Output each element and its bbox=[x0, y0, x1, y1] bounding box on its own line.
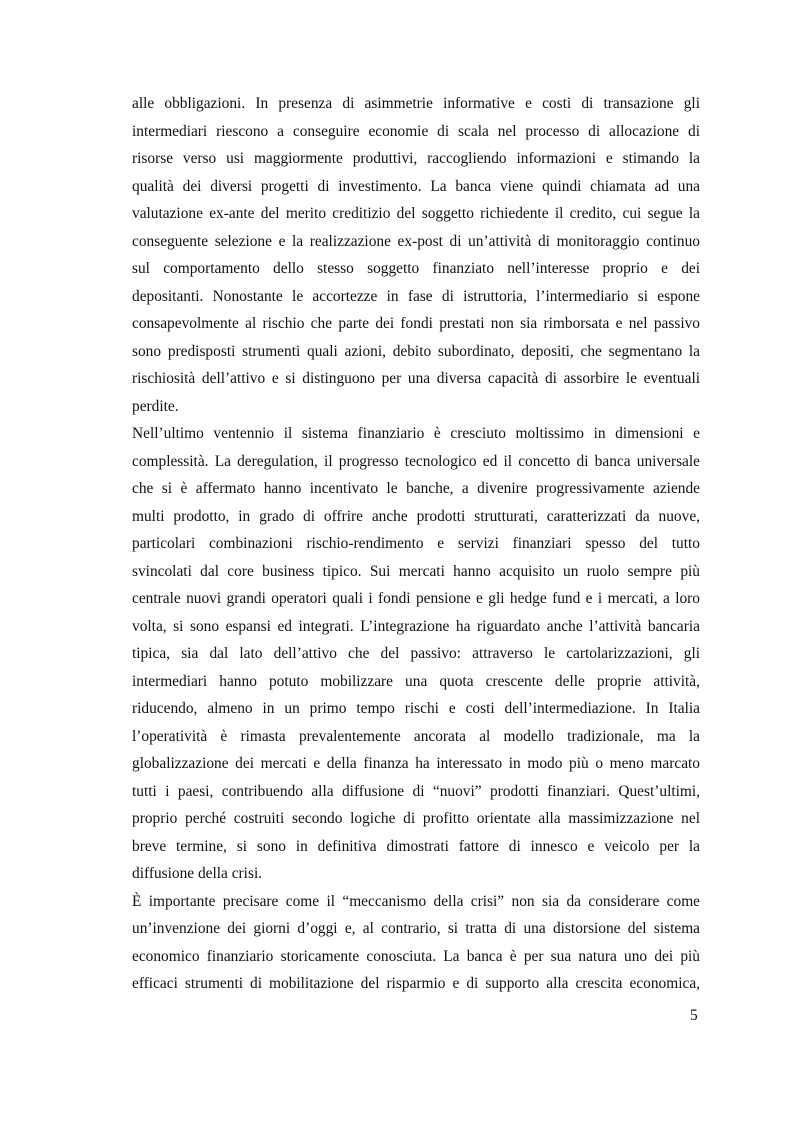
body-text bbox=[132, 90, 700, 998]
text-line: riducendo, almeno in un primo tempo rischi e costi dell’intermediazione. In Italia bbox=[132, 700, 700, 717]
text-line: breve termine, si sono in definitiva dimostrati fattore di innesco e veicolo per la bbox=[132, 837, 700, 855]
text-line: diffusione della crisi. bbox=[132, 865, 263, 882]
text-line: complessità. La deregulation, il progresso tecnologico ed il concetto di banca universale bbox=[132, 452, 700, 470]
text-line: intermediari hanno potuto mobilizzare una quota crescente delle proprie attività, bbox=[132, 672, 700, 690]
text-line: globalizzazione dei mercati e della finanza ha interessato in modo più o meno marcato bbox=[132, 755, 700, 772]
paragraph bbox=[132, 420, 700, 888]
text-line: volta, si sono espansi ed integrati. L’integrazione ha riguardato anche l’attività bancaria bbox=[132, 617, 700, 635]
page-number: 5 bbox=[690, 1007, 698, 1024]
text-line: l’operatività è rimasta prevalentemente ancorata al modello tradizionale, ma la bbox=[132, 727, 700, 745]
text-line: depositanti. Nonostante le accortezze in fase di istruttoria, l’intermediario si espone bbox=[132, 287, 700, 305]
text-line: sul comportamento dello stesso soggetto finanziato nell’interesse proprio e dei bbox=[132, 260, 700, 277]
text-line: tipica, sia dal lato dell’attivo che del passivo: attraverso le cartolarizzazioni, gli bbox=[132, 645, 700, 662]
text-line: proprio perché costruiti secondo logiche di profitto orientate alla massimizzazione nel bbox=[132, 810, 700, 827]
text-line: economico finanziario storicamente conosciuta. La banca è per sua natura uno dei più bbox=[132, 947, 700, 965]
text-line: rischiosità dell’attivo e si distinguono per una diversa capacità di assorbire le eventuali bbox=[132, 370, 700, 387]
text-line: sono predisposti strumenti quali azioni, debito subordinato, depositi, che segmentano la bbox=[132, 342, 700, 360]
text-line: Nell’ultimo ventennio il sistema finanziario è cresciuto moltissimo in dimensioni e bbox=[132, 425, 700, 442]
text-line: tutti i paesi, contribuendo alla diffusione di “nuovi” prodotti finanziari. Quest’ultimi, bbox=[132, 782, 700, 800]
paragraph bbox=[132, 888, 700, 998]
text-line: risorse verso usi maggiormente produttivi, raccogliendo informazioni e stimando la bbox=[132, 150, 700, 167]
text-line: centrale nuovi grandi operatori quali i fondi pensione e gli hedge fund e i mercati, a loro bbox=[132, 590, 700, 607]
text-line: intermediari riescono a conseguire economie di scala nel processo di allocazione di bbox=[132, 122, 700, 140]
text-line: conseguente selezione e la realizzazione ex-post di un’attività di monitoraggio continuo bbox=[132, 232, 700, 250]
text-line: efficaci strumenti di mobilitazione del risparmio e di supporto alla crescita economica, bbox=[132, 975, 700, 992]
paragraph bbox=[132, 90, 700, 420]
text-line: consapevolmente al rischio che parte dei fondi prestati non sia rimborsata e nel passivo bbox=[132, 315, 700, 332]
text-line: svincolati dal core business tipico. Sui mercati hanno acquisito un ruolo sempre più bbox=[132, 562, 700, 580]
text-line: perdite. bbox=[132, 397, 179, 415]
text-line: qualità dei diversi progetti di investimento. La banca viene quindi chiamata ad una bbox=[132, 177, 700, 195]
text-line: alle obbligazioni. In presenza di asimmetrie informative e costi di transazione gli bbox=[132, 95, 700, 112]
text-line: particolari combinazioni rischio-rendimento e servizi finanziari spesso del tutto bbox=[132, 535, 700, 552]
text-line: multi prodotto, in grado di offrire anche prodotti strutturati, caratterizzati da nuove, bbox=[132, 507, 700, 525]
text-line: È importante precisare come il “meccanismo della crisi” non sia da considerare come bbox=[132, 892, 700, 910]
text-line: un’invenzione dei giorni d’oggi e, al contrario, si tratta di una distorsione del sistema bbox=[132, 920, 700, 937]
text-line: valutazione ex-ante del merito creditizio del soggetto richiedente il credito, cui segue la bbox=[132, 205, 700, 222]
text-line: che si è affermato hanno incentivato le banche, a divenire progressivamente aziende bbox=[132, 480, 700, 497]
